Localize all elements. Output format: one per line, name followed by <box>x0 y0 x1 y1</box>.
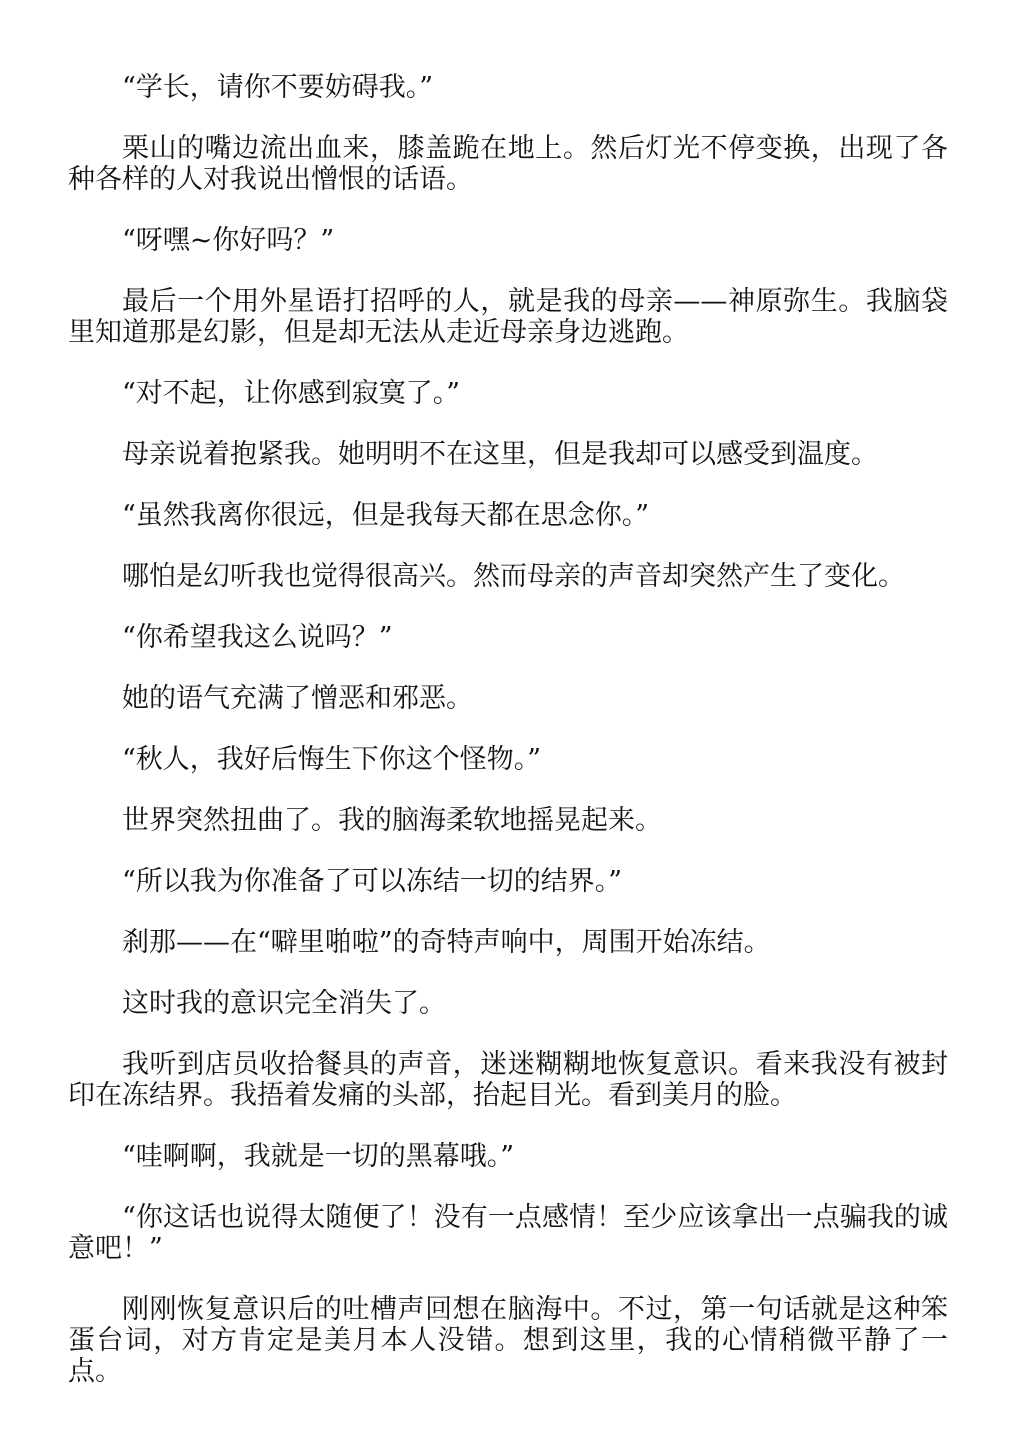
paragraph: “你这话也说得太随便了！没有一点感情！至少应该拿出一点骗我的诚意吧！” <box>68 1202 948 1264</box>
paragraph: 母亲说着抱紧我。她明明不在这里，但是我却可以感受到温度。 <box>122 439 878 470</box>
paragraph: “秋人，我好后悔生下你这个怪物。” <box>122 744 542 775</box>
paragraph: 我听到店员收拾餐具的声音，迷迷糊糊地恢复意识。看来我没有被封印在冻结界。我捂着发痛的头部，抬起目光。看到美月的脸。 <box>68 1049 948 1111</box>
paragraph: “所以我为你准备了可以冻结一切的结界。” <box>122 866 623 897</box>
paragraph: “虽然我离你很远，但是我每天都在思念你。” <box>122 500 650 531</box>
paragraph: 世界突然扭曲了。我的脑海柔软地摇晃起来。 <box>122 805 662 836</box>
paragraph: “哇啊啊，我就是一切的黑幕哦。” <box>122 1141 515 1172</box>
paragraph: 她的语气充满了憎恶和邪恶。 <box>122 683 473 714</box>
body-text <box>68 72 948 1417</box>
paragraph: 最后一个用外星语打招呼的人，就是我的母亲——神原弥生。我脑袋里知道那是幻影，但是却无法从走近母亲身边逃跑。 <box>68 286 948 348</box>
paragraph: “呀嘿~你好吗？” <box>122 225 335 256</box>
paragraph: 刹那——在“噼里啪啦”的奇特声响中，周围开始冻结。 <box>122 927 771 958</box>
paragraph: 刚刚恢复意识后的吐槽声回想在脑海中。不过，第一句话就是这种笨蛋台词，对方肯定是美月本人没错。想到这里，我的心情稍微平静了一点。 <box>68 1294 948 1387</box>
paragraph: 哪怕是幻听我也觉得很高兴。然而母亲的声音却突然产生了变化。 <box>122 561 905 592</box>
paragraph: 栗山的嘴边流出血来，膝盖跪在地上。然后灯光不停变换，出现了各种各样的人对我说出憎恨的话语。 <box>68 133 948 195</box>
paragraph: “你希望我这么说吗？” <box>122 622 393 653</box>
paragraph: “学长，请你不要妨碍我。” <box>122 72 434 103</box>
paragraph: 这时我的意识完全消失了。 <box>122 988 446 1019</box>
paragraph: “对不起，让你感到寂寞了。” <box>122 378 461 409</box>
